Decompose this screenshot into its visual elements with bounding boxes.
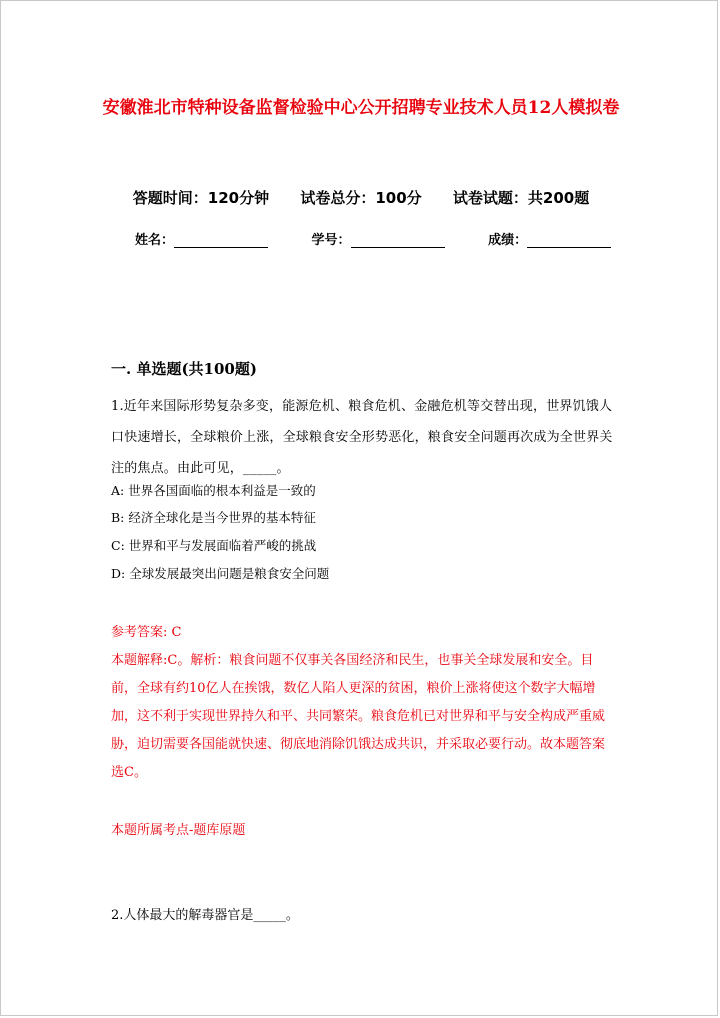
option-b[interactable]: B: 经济全球化是当今世界的基本特征	[111, 510, 316, 525]
option-c[interactable]: C: 世界和平与发展面临着严峻的挑战	[111, 538, 317, 553]
answer-explanation: 本题解释:C。解析：粮食问题不仅事关各国经济和民生，也事关全球发展和安全。目前，全球有约10亿人在挨饿，数亿人陷人更深的贫困，粮价上涨将使这个数字大幅增加，这不利于实现世界持久和平、共同繁荣。粮食危机已对世界和平与安全构成严重威胁，迫切需要各国能就快速、彻底地消除饥饿达成共识，并采取必要行动。故本题答案选C。	[111, 653, 606, 780]
score-blank[interactable]	[527, 233, 611, 248]
knowledge-point: 本题所属考点-题库原题	[111, 823, 246, 838]
score-label: 成绩：	[488, 233, 528, 248]
reference-answer: 参考答案: C	[111, 625, 182, 640]
exam-time: 答题时间：120分钟	[132, 189, 270, 207]
id-field[interactable]	[312, 229, 484, 248]
name-field[interactable]	[135, 229, 307, 248]
question-stem: 1.近年来国际形势复杂多变，能源危机、粮食危机、金融危机等交替出现，世界饥饿人口快速增长，全球粮价上涨，全球粮食安全形势恶化，粮食安全问题再次成为全世界关注的焦点。由此可见，_____。	[111, 399, 613, 476]
exam-title: 安徽淮北市特种设备监督检验中心公开招聘专业技术人员12人模拟卷	[102, 98, 620, 118]
id-label: 学号：	[311, 233, 351, 248]
question-stem: 2.人体最大的解毒器官是_____。	[111, 908, 299, 923]
id-blank[interactable]	[351, 233, 445, 248]
name-blank[interactable]	[174, 233, 268, 248]
exam-meta	[1, 187, 720, 208]
score-field[interactable]	[488, 229, 611, 248]
section-heading: 一. 单选题(共100题)	[111, 360, 257, 378]
option-d[interactable]: D: 全球发展最突出问题是粮食安全问题	[111, 566, 330, 581]
student-fields	[135, 229, 635, 248]
exam-total-score: 试卷总分：100分	[300, 189, 422, 207]
exam-question-count: 试卷试题：共200题	[452, 189, 590, 207]
name-label: 姓名：	[135, 233, 175, 248]
option-a[interactable]: A: 世界各国面临的根本利益是一致的	[111, 483, 316, 498]
